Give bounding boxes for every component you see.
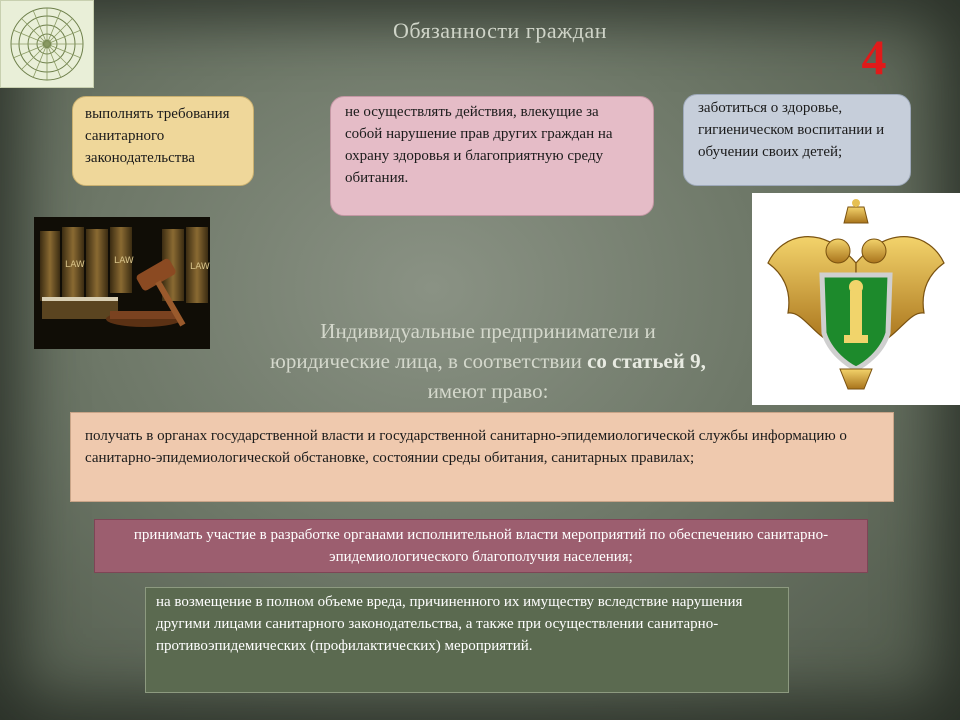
duty-text: заботиться о здоровье, гигиеническом воспитании и обучении своих детей; [698, 100, 885, 160]
subheading-line: имеют право: [427, 379, 549, 403]
right-text: получать в органах государственной власти и государственной санитарно-эпидемиологической службы информацию о санитарно-эпидемиологической обстановке, состоянии среды обитания, санитарных правилах; [85, 428, 847, 466]
duty-text: не осуществлять действия, влекущие за собой нарушение прав других граждан на охрану здоровья и благоприятную среду обитания. [345, 104, 613, 186]
duty-box-sanitary-law [72, 96, 254, 186]
right-text: на возмещение в полном объеме вреда, причиненного их имуществу вследствие нарушения другими лицами санитарного законодательства, а также при осуществлении санитарно-противоэпидемических (профилактических) мероприятий. [156, 594, 743, 654]
duty-text: выполнять требования санитарного законодательства [85, 106, 230, 166]
duty-box-children-health [683, 94, 911, 186]
law-book-label: LAW [114, 256, 134, 266]
duty-box-rights-of-others [330, 96, 654, 216]
subheading-article-ref: со статьей 9, [587, 349, 706, 373]
subheading-text: юридические лица, в соответствии [270, 349, 588, 373]
right-box-information [70, 412, 894, 502]
slide-title: Обязанности граждан [392, 18, 608, 43]
right-box-compensation [145, 587, 789, 693]
subheading-line: Индивидуальные предприниматели и [320, 319, 656, 343]
rights-subheading [208, 316, 768, 406]
mandala-ornament-icon [0, 0, 94, 88]
right-text: принимать участие в разработке органами исполнительной власти мероприятий по обеспечению санитарно-эпидемиологического благополучия населения; [133, 527, 829, 565]
slide-number: 4 [861, 29, 887, 85]
law-book-label: LAW [190, 262, 210, 272]
rospotrebnadzor-emblem-icon [752, 193, 960, 405]
subheading-line [208, 346, 768, 376]
right-box-participation [94, 519, 868, 573]
law-book-label: LAW [65, 260, 85, 270]
law-books-gavel-image [34, 217, 210, 349]
